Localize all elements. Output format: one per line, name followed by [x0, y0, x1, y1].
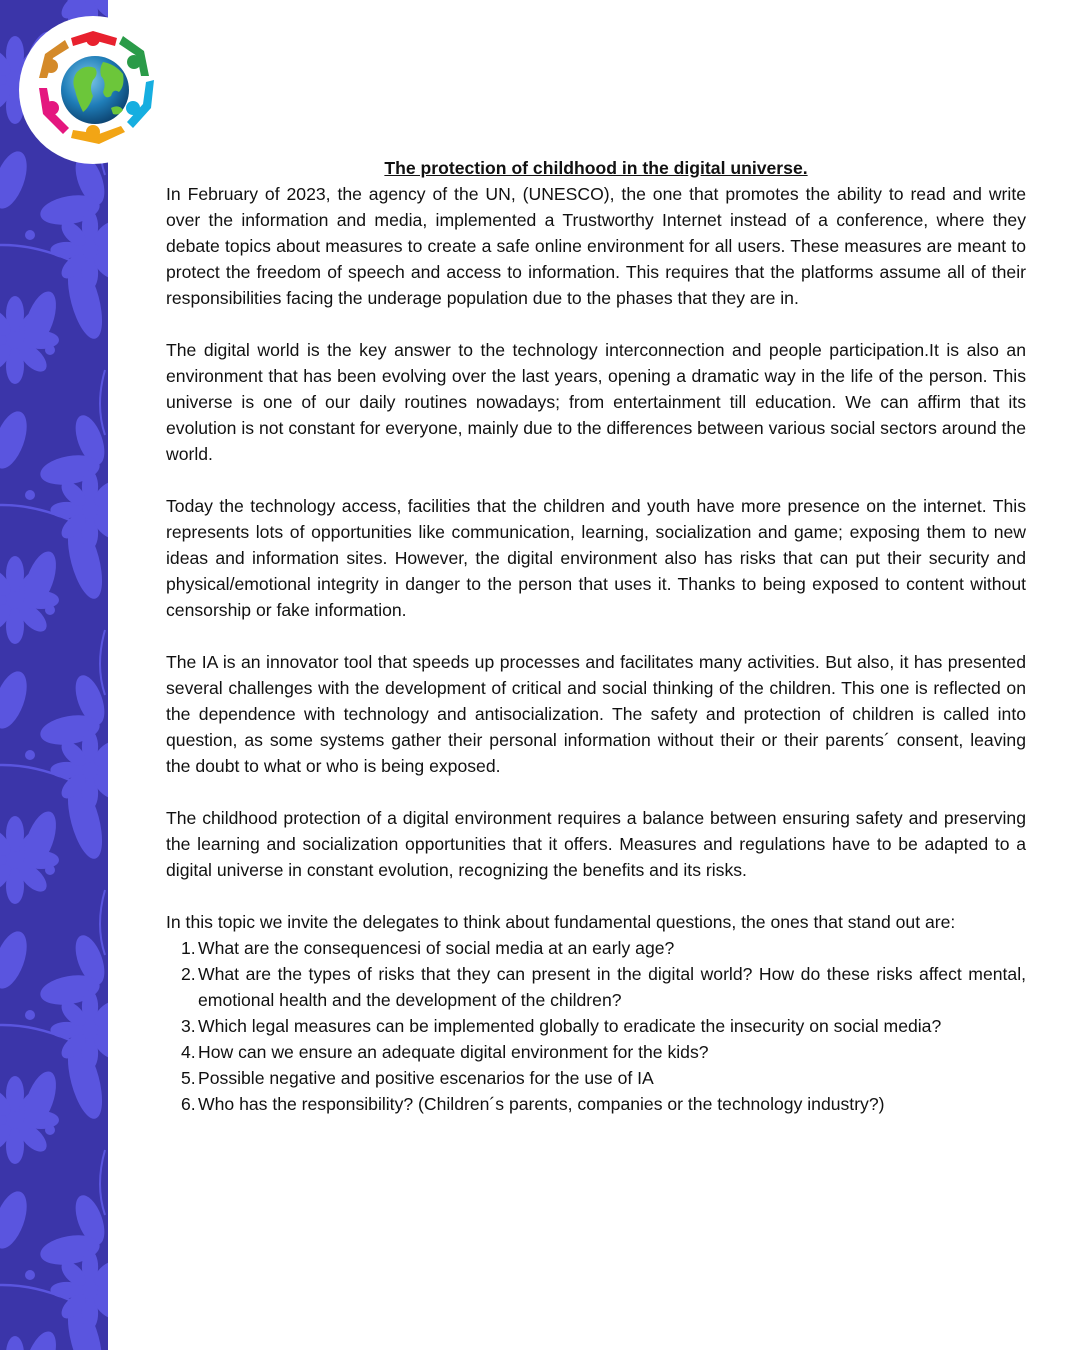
organization-logo: [19, 16, 167, 164]
question-item: [166, 935, 1026, 961]
question-item: [166, 1013, 1026, 1039]
paragraph-ia: The IA is an innovator tool that speeds up processes and facilitates many activities. But also, it has presented several challenges with the development of critical and social thinking of the children. This one is reflected on the dependence with technology and antisocialization. The safety and protection of children is called into question, as some systems gather their personal information without their or their parents´ consent, leaving the doubt to what or who is being exposed.: [166, 652, 1026, 776]
question-item: [166, 1065, 1026, 1091]
paragraph-unesco: In February of 2023, the agency of the UN, (UNESCO), the one that promotes the ability to read and write over the information and media, implemented a Trustworthy Internet instead of a conference, where they debate topics about measures to create a safe online environment for all users. These measures are meant to protect the freedom of speech and access to information. This requires that the platforms assume all of their responsibilities facing the underage population due to the phases that they are in.: [166, 184, 1026, 308]
question-text: What are the types of risks that they can present in the digital world? How do these risks affect mental, emotional health and the development of the children?: [198, 964, 1026, 1010]
question-number: 6.: [181, 1094, 196, 1114]
question-item: [166, 1091, 1026, 1117]
question-item: [166, 1039, 1026, 1065]
question-item: [166, 961, 1026, 1013]
globe-with-people-ring-icon: [19, 16, 167, 164]
floral-sidebar: [0, 0, 108, 1350]
document-body: [166, 155, 1026, 1117]
question-number: 2.: [181, 964, 196, 984]
question-text: Who has the responsibility? (Children´s parents, companies or the technology industry?): [198, 1094, 885, 1114]
question-number: 4.: [181, 1042, 196, 1062]
question-number: 5.: [181, 1068, 196, 1088]
questions-list: [166, 935, 1026, 1117]
question-text: What are the consequencesi of social media at an early age?: [198, 938, 675, 958]
question-number: 1.: [181, 938, 196, 958]
document-title: The protection of childhood in the digital universe.: [384, 158, 808, 178]
question-text: Possible negative and positive escenarios for the use of IA: [198, 1068, 654, 1088]
question-text: Which legal measures can be implemented globally to eradicate the insecurity on social media?: [198, 1016, 942, 1036]
question-text: How can we ensure an adequate digital environment for the kids?: [198, 1042, 709, 1062]
paragraph-technology-access: Today the technology access, facilities that the children and youth have more presence on the internet. This represents lots of opportunities like communication, learning, socialization and game; exposing them to new ideas and information sites. However, the digital environment also has risks that can put their security and physical/emotional integrity in danger to the person that uses it. Thanks to being exposed to content without censorship or fake information.: [166, 496, 1026, 620]
floral-pattern-decoration: [0, 0, 108, 1350]
question-number: 3.: [181, 1016, 196, 1036]
paragraph-questions-intro: In this topic we invite the delegates to think about fundamental questions, the ones that stand out are:: [166, 912, 956, 932]
paragraph-digital-world: The digital world is the key answer to the technology interconnection and people participation.It is also an environment that has been evolving over the last years, opening a dramatic way in the life of the person. This universe is one of our daily routines nowadays; from entertainment till education. We can affirm that its evolution is not constant for everyone, mainly due to the differences between various social sectors around the world.: [166, 340, 1026, 464]
paragraph-childhood-protection: The childhood protection of a digital environment requires a balance between ensuring safety and preserving the learning and socialization opportunities that it offers. Measures and regulations have to be adapted to a digital universe in constant evolution, recognizing the benefits and its risks.: [166, 808, 1026, 880]
